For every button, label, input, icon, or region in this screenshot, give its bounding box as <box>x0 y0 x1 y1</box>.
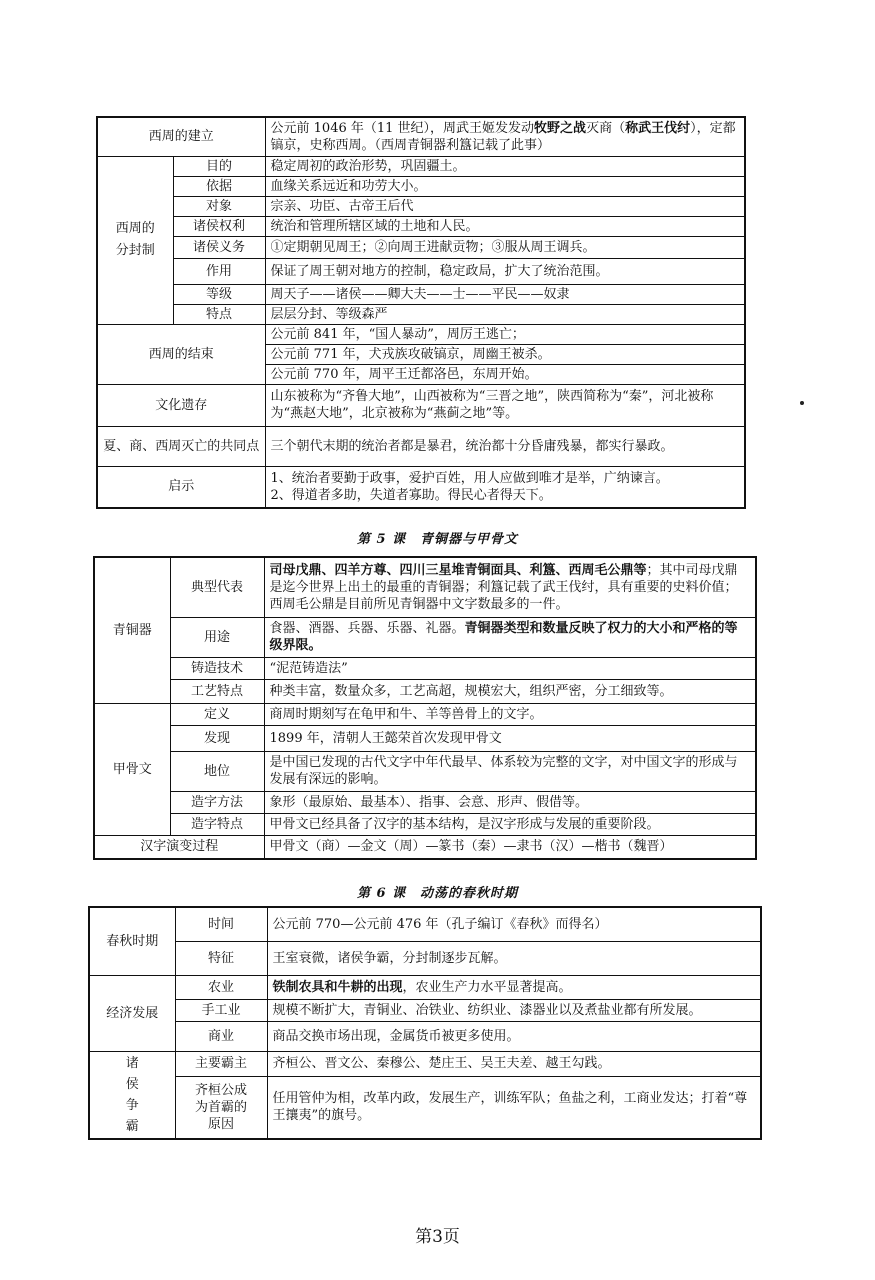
value-fenfeng-2: 宗亲、功臣、古帝王后代 <box>265 196 745 216</box>
value-jiagu-4: 甲骨文已经具备了汉字的基本结构，是汉字形成与发展的重要阶段。 <box>264 813 756 835</box>
zhengba-char-0: 诸 <box>125 1055 139 1071</box>
row-shangye <box>89 1021 761 1051</box>
value-fenfeng-3: 统治和管理所辖区域的土地和人民。 <box>265 216 745 236</box>
row-fenfeng-zuoyong <box>97 258 745 284</box>
value-shijian: 公元前 770—公元前 476 年（孔子编订《春秋》而得名） <box>267 907 761 941</box>
row-daibiao <box>94 557 756 617</box>
jianli-text-1: 公元前 1046 年（11 世纪），周武王姬发发动 <box>270 120 535 136</box>
row-xizhou-jianli <box>97 117 745 156</box>
daibiao-bold: 司母戊鼎、四羊方尊、四川三星堆青铜面具、利簋、西周毛公鼎等 <box>269 562 647 578</box>
row-jieshu-0 <box>97 324 745 344</box>
key-bazhu: 主要霸主 <box>175 1051 267 1076</box>
key-fenfeng-4: 诸侯义务 <box>173 236 265 258</box>
xizhou-table <box>96 116 746 509</box>
row-jiagu-4 <box>94 813 756 835</box>
value-qishi <box>265 466 745 508</box>
yuanyin-key-line-2: 原因 <box>207 1116 234 1132</box>
value-fenfeng-7: 层层分封、等级森严 <box>265 304 745 324</box>
qishi-line-1: 1、统治者要勤于政事，爱护百姓，用人应做到唯才是举，广纳谏言。 <box>270 470 669 486</box>
key-daibiao: 典型代表 <box>170 557 264 617</box>
jianli-text-2: 灭商（ <box>586 120 626 136</box>
key-nongye: 农业 <box>175 975 267 999</box>
value-gongtong: 三个朝代末期的统治者都是暴君，统治都十分昏庸残暴，都实行暴政。 <box>265 426 745 466</box>
key-fenfeng-2: 对象 <box>173 196 265 216</box>
value-xizhou-jianli <box>265 117 745 156</box>
fenfeng-label-text: 西周的分封制 <box>115 221 155 258</box>
row-fenfeng-mudi <box>97 156 745 176</box>
label-xizhou-jianli: 西周的建立 <box>97 117 265 156</box>
label-fenfeng <box>97 156 173 324</box>
label-hanzi: 汉字演变过程 <box>94 835 264 859</box>
key-jiagu-4: 造字特点 <box>170 813 264 835</box>
lesson6-table <box>88 906 762 1140</box>
value-jieshu-0: 公元前 841 年，“国人暴动”，周厉王逃亡； <box>265 324 745 344</box>
row-fenfeng-duixiang <box>97 196 745 216</box>
value-tezheng: 王室衰微，诸侯争霸，分封制逐步瓦解。 <box>267 941 761 975</box>
key-fenfeng-6: 等级 <box>173 284 265 304</box>
label-gongtong: 夏、商、西周灭亡的共同点 <box>97 426 265 466</box>
value-fenfeng-1: 血缘关系远近和功劳大小。 <box>265 176 745 196</box>
value-yuanyin: 任用管仲为相，改革内政，发展生产，训练军队；鱼盐之利，工商业发达；打着“尊王攘夷”的旗号。 <box>267 1076 761 1139</box>
zhengba-char-3: 霸 <box>125 1118 139 1134</box>
key-fenfeng-3: 诸侯权利 <box>173 216 265 236</box>
row-fenfeng-quanli <box>97 216 745 236</box>
jianli-bold-1: 牧野之战 <box>534 120 587 136</box>
value-daibiao <box>264 557 756 617</box>
yuanyin-key-line-1: 为首霸的 <box>194 1099 247 1115</box>
row-wenhua <box>97 384 745 426</box>
value-jieshu-1: 公元前 771 年，犬戎族攻破镐京，周幽王被杀。 <box>265 344 745 364</box>
key-gongyi: 工艺特点 <box>170 679 264 703</box>
value-shangye: 商品交换市场出现，金属货币被更多使用。 <box>267 1021 761 1051</box>
value-shougong: 规模不断扩大，青铜业、冶铁业、纺织业、漆器业以及煮盐业都有所发展。 <box>267 999 761 1021</box>
value-fenfeng-6: 周天子——诸侯——卿大夫——士——平民——奴隶 <box>265 284 745 304</box>
key-shougong: 手工业 <box>175 999 267 1021</box>
row-hanzi <box>94 835 756 859</box>
value-fenfeng-5: 保证了周王朝对地方的控制，稳定政局，扩大了统治范围。 <box>265 258 745 284</box>
row-jiagu-1 <box>94 725 756 751</box>
value-fenfeng-0: 稳定周初的政治形势，巩固疆土。 <box>265 156 745 176</box>
row-gongyi <box>94 679 756 703</box>
key-yuanyin <box>175 1076 267 1139</box>
value-jiagu-0: 商周时期刻写在龟甲和牛、羊等兽骨上的文字。 <box>264 703 756 725</box>
yongtu-bold: 青铜器类型和数量反映了权力的大小和严格的等级界限。 <box>269 621 738 653</box>
key-yongtu: 用途 <box>170 617 264 657</box>
scan-dot <box>800 401 804 405</box>
label-qishi: 启示 <box>97 466 265 508</box>
value-jiagu-2: 是中国已发现的古代文字中年代最早、体系较为完整的文字，对中国文字的形成与发展有深远的影响。 <box>264 751 756 791</box>
nongye-bold: 铁制农具和牛耕的出现 <box>272 979 403 995</box>
value-gongyi: 种类丰富，数量众多，工艺高超，规模宏大，组织严密，分工细致等。 <box>264 679 756 703</box>
key-zhuzao: 铸造技术 <box>170 657 264 679</box>
key-jiagu-1: 发现 <box>170 725 264 751</box>
label-jiagu: 甲骨文 <box>94 703 170 835</box>
row-jiagu-0 <box>94 703 756 725</box>
lesson5-title: 第 5 课 青铜器与甲骨文 <box>356 532 519 547</box>
label-jingji: 经济发展 <box>89 975 175 1051</box>
zhengba-char-2: 争 <box>125 1097 139 1113</box>
key-fenfeng-7: 特点 <box>173 304 265 324</box>
key-fenfeng-5: 作用 <box>173 258 265 284</box>
value-jiagu-1: 1899 年，清朝人王懿荣首次发现甲骨文 <box>264 725 756 751</box>
row-shougong <box>89 999 761 1021</box>
lesson6-title: 第 6 课 动荡的春秋时期 <box>356 886 519 901</box>
row-tezheng <box>89 941 761 975</box>
key-jiagu-3: 造字方法 <box>170 791 264 813</box>
row-jiagu-2 <box>94 751 756 791</box>
key-fenfeng-1: 依据 <box>173 176 265 196</box>
key-fenfeng-0: 目的 <box>173 156 265 176</box>
value-jieshu-2: 公元前 770 年，周平王迁都洛邑，东周开始。 <box>265 364 745 384</box>
key-jiagu-2: 地位 <box>170 751 264 791</box>
label-qingtong: 青铜器 <box>94 557 170 703</box>
value-zhuzao: “泥范铸造法” <box>264 657 756 679</box>
label-zhengba <box>89 1051 175 1139</box>
label-chunqiu: 春秋时期 <box>89 907 175 975</box>
row-nongye <box>89 975 761 999</box>
key-shangye: 商业 <box>175 1021 267 1051</box>
row-fenfeng-dengji <box>97 284 745 304</box>
page-number: 第3页 <box>415 1227 460 1247</box>
key-tezheng: 特征 <box>175 941 267 975</box>
row-yongtu <box>94 617 756 657</box>
label-jieshu: 西周的结束 <box>97 324 265 384</box>
value-jiagu-3: 象形（最原始、最基本）、指事、会意、形声、假借等。 <box>264 791 756 813</box>
row-shijian <box>89 907 761 941</box>
value-hanzi: 甲骨文（商）—金文（周）—篆书（秦）—隶书（汉）—楷书（魏晋） <box>264 835 756 859</box>
yongtu-text: 食器、酒器、兵器、乐器、礼器。 <box>269 621 465 636</box>
qishi-line-2: 2、得道者多助，失道者寡助。得民心者得天下。 <box>270 487 552 503</box>
value-wenhua: 山东被称为“齐鲁大地”，山西被称为“三晋之地”，陕西简称为“秦”，河北被称为“燕赵大地”，北京被称为“燕蓟之地”等。 <box>265 384 745 426</box>
daibiao-rest: ；其中司母戊鼎是迄今世界上出土的最重的青铜器；利簋记载了武王伐纣，具有重要的史料价值；西周毛公鼎是目前所见青铜器中文字数最多的一件。 <box>269 562 738 612</box>
yuanyin-key-line-0: 齐桓公成 <box>194 1082 247 1098</box>
row-qishi <box>97 466 745 508</box>
jianli-text-3: ），定都镐京，史称西周。（西周青铜器利簋记载了此事） <box>270 120 736 153</box>
value-nongye <box>267 975 761 999</box>
row-zhuzao <box>94 657 756 679</box>
value-fenfeng-4: ①定期朝见周王；②向周王进献贡物；③服从周王调兵。 <box>265 236 745 258</box>
lesson5-table <box>93 556 757 860</box>
jianli-bold-2: 称武王伐纣 <box>625 120 691 136</box>
row-fenfeng-tedian <box>97 304 745 324</box>
nongye-rest: ，农业生产力水平显著提高。 <box>402 979 572 995</box>
label-wenhua: 文化遗存 <box>97 384 265 426</box>
key-jiagu-0: 定义 <box>170 703 264 725</box>
zhengba-char-1: 侯 <box>125 1076 139 1092</box>
row-fenfeng-yiju <box>97 176 745 196</box>
row-bazhu <box>89 1051 761 1076</box>
row-gongtong <box>97 426 745 466</box>
value-bazhu: 齐桓公、晋文公、秦穆公、楚庄王、吴王夫差、越王勾践。 <box>267 1051 761 1076</box>
row-yuanyin <box>89 1076 761 1139</box>
value-yongtu <box>264 617 756 657</box>
row-fenfeng-yiwu <box>97 236 745 258</box>
key-shijian: 时间 <box>175 907 267 941</box>
row-jiagu-3 <box>94 791 756 813</box>
